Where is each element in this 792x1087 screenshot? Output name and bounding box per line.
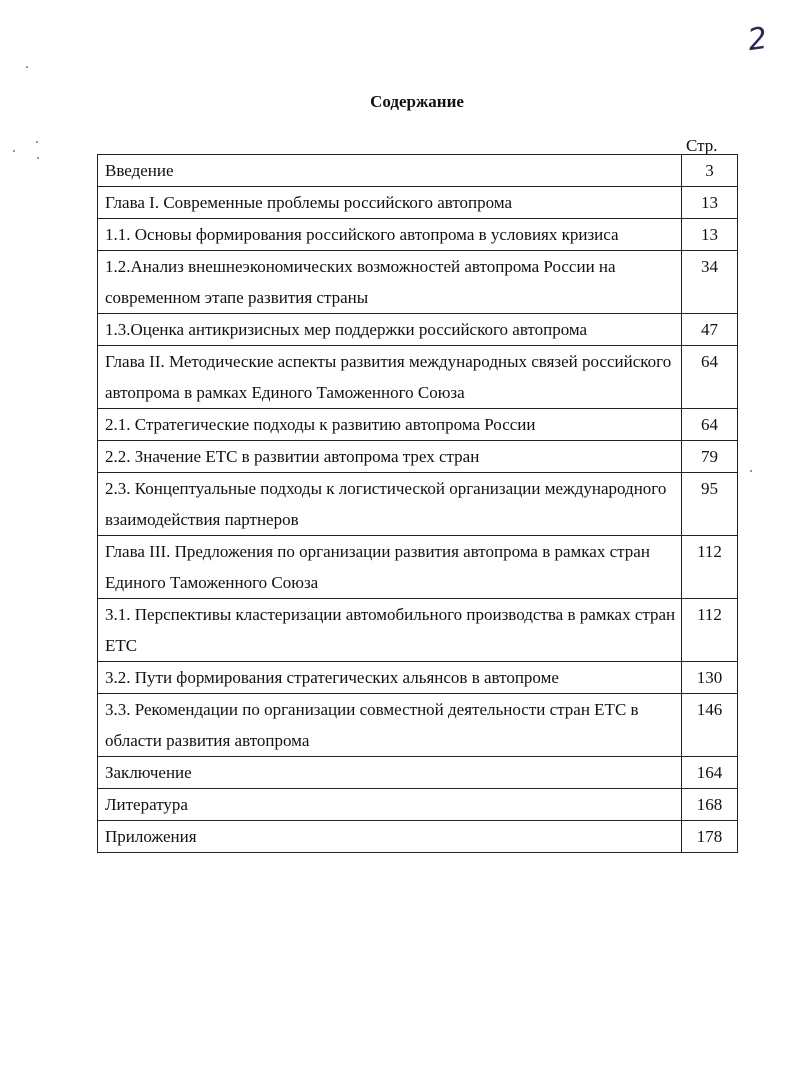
toc-entry-page: 112: [682, 599, 738, 662]
table-of-contents: [97, 154, 738, 853]
handwritten-page-number: 2: [745, 20, 770, 59]
scan-speck: [750, 470, 752, 472]
toc-row: [98, 314, 738, 346]
toc-row: [98, 662, 738, 694]
scan-speck: [37, 157, 39, 159]
toc-entry-text: Приложения: [98, 821, 682, 853]
toc-entry-text: 1.1. Основы формирования российского автопрома в условиях кризиса: [98, 219, 682, 251]
toc-row: [98, 789, 738, 821]
toc-entry-text: 2.1. Стратегические подходы к развитию автопрома России: [98, 409, 682, 441]
toc-entry-text: 2.3. Концептуальные подходы к логистической организации международного взаимодействия партнеров: [98, 473, 682, 536]
toc-row: [98, 219, 738, 251]
toc-entry-page: 13: [682, 187, 738, 219]
toc-row: [98, 155, 738, 187]
toc-entry-text: 3.1. Перспективы кластеризации автомобильного производства в рамках стран ЕТС: [98, 599, 682, 662]
toc-entry-page: 13: [682, 219, 738, 251]
toc-row: [98, 251, 738, 314]
toc-entry-text: 3.3. Рекомендации по организации совместной деятельности стран ЕТС в области развития автопрома: [98, 694, 682, 757]
toc-row: [98, 187, 738, 219]
toc-entry-text: Заключение: [98, 757, 682, 789]
toc-row: [98, 757, 738, 789]
toc-title: Содержание: [370, 92, 464, 111]
toc-entry-page: 168: [682, 789, 738, 821]
toc-entry-page: 130: [682, 662, 738, 694]
toc-entry-page: 34: [682, 251, 738, 314]
toc-entry-page: 146: [682, 694, 738, 757]
toc-entry-text: Глава I. Современные проблемы российского автопрома: [98, 187, 682, 219]
toc-entry-page: 79: [682, 441, 738, 473]
toc-entry-text: 3.2. Пути формирования стратегических альянсов в автопроме: [98, 662, 682, 694]
toc-row: [98, 346, 738, 409]
page-column-label: Стр.: [686, 136, 718, 155]
toc-entry-page: 112: [682, 536, 738, 599]
toc-entry-page: 64: [682, 346, 738, 409]
toc-row: [98, 694, 738, 757]
toc-entry-page: 64: [682, 409, 738, 441]
toc-entry-page: 95: [682, 473, 738, 536]
toc-entry-page: 164: [682, 757, 738, 789]
toc-entry-text: 2.2. Значение ЕТС в развитии автопрома трех стран: [98, 441, 682, 473]
toc-entry-page: 3: [682, 155, 738, 187]
scan-speck: [13, 150, 15, 152]
toc-entry-text: Введение: [98, 155, 682, 187]
toc-row: [98, 409, 738, 441]
toc-entry-page: 178: [682, 821, 738, 853]
toc-row: [98, 473, 738, 536]
scan-speck: [26, 66, 28, 68]
toc-row: [98, 821, 738, 853]
toc-entry-text: 1.2.Анализ внешнеэкономических возможностей автопрома России на современном этапе развития страны: [98, 251, 682, 314]
toc-entry-text: Глава III. Предложения по организации развития автопрома в рамках стран Единого Таможенного Союза: [98, 536, 682, 599]
toc-entry-text: Глава II. Методические аспекты развития международных связей российского автопрома в рамках Единого Таможенного Союза: [98, 346, 682, 409]
toc-row: [98, 441, 738, 473]
toc-entry-text: Литература: [98, 789, 682, 821]
toc-entry-page: 47: [682, 314, 738, 346]
toc-row: [98, 599, 738, 662]
scan-speck: [36, 141, 38, 143]
toc-row: [98, 536, 738, 599]
toc-entry-text: 1.3.Оценка антикризисных мер поддержки российского автопрома: [98, 314, 682, 346]
